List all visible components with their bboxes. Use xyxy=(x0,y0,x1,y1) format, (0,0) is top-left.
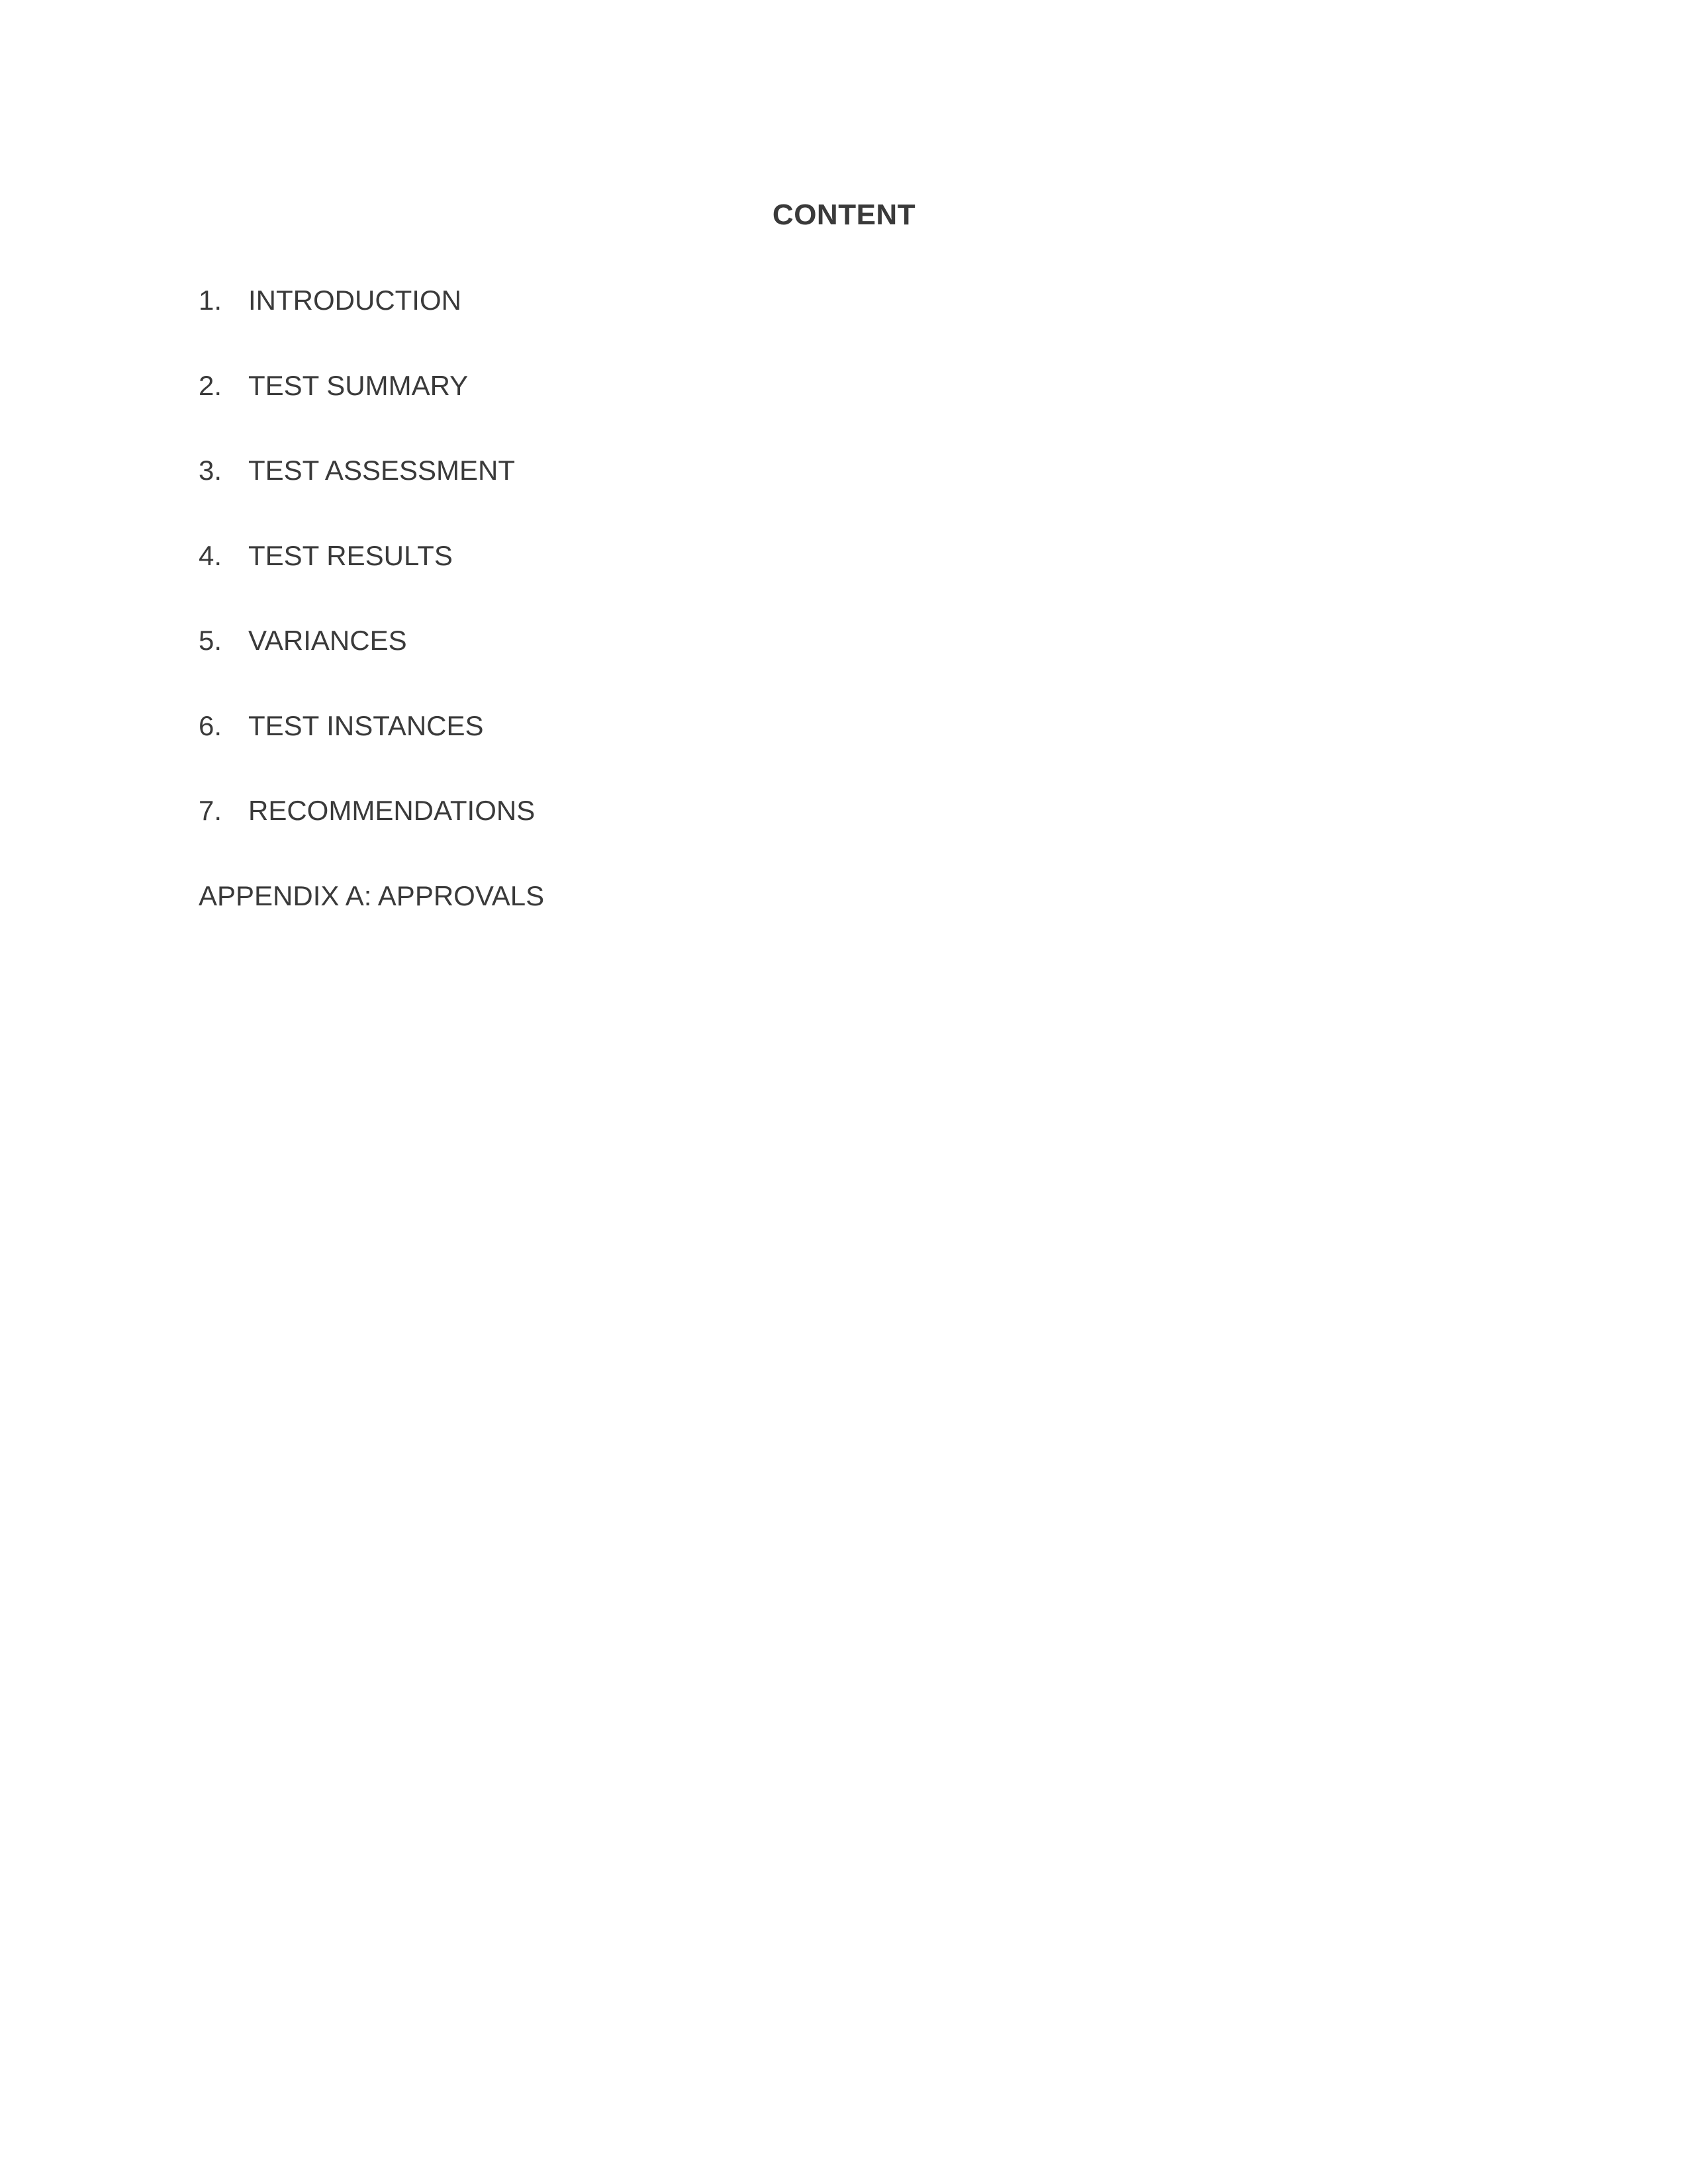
toc-item-number: 4. xyxy=(199,539,222,571)
page-title: CONTENT xyxy=(772,199,916,231)
toc-item-introduction xyxy=(199,285,1456,370)
toc-item-number: 6. xyxy=(199,709,222,741)
toc-item-test-instances xyxy=(199,710,1456,796)
toc-item-label: TEST ASSESSMENT xyxy=(248,455,515,486)
toc-item-label: RECOMMENDATIONS xyxy=(248,795,536,826)
toc-item-test-summary xyxy=(199,370,1456,455)
toc-item-label: TEST RESULTS xyxy=(248,539,453,571)
toc-item-number: 7. xyxy=(199,795,222,826)
toc-item-label: VARIANCES xyxy=(248,625,407,656)
toc-item-number: 3. xyxy=(199,455,222,486)
toc-item-number: 1. xyxy=(199,285,222,316)
table-of-contents xyxy=(199,285,1456,880)
toc-item-recommendations xyxy=(199,795,1456,880)
toc-item-number: 5. xyxy=(199,625,222,656)
toc-item-test-results xyxy=(199,540,1456,625)
toc-item-label: INTRODUCTION xyxy=(248,285,461,316)
toc-appendix-approvals: APPENDIX A: APPROVALS xyxy=(199,880,545,911)
toc-item-number: 2. xyxy=(199,369,222,401)
toc-item-label: TEST SUMMARY xyxy=(248,369,469,401)
toc-item-variances xyxy=(199,625,1456,710)
toc-item-test-assessment xyxy=(199,455,1456,540)
toc-item-label: TEST INSTANCES xyxy=(248,709,484,741)
